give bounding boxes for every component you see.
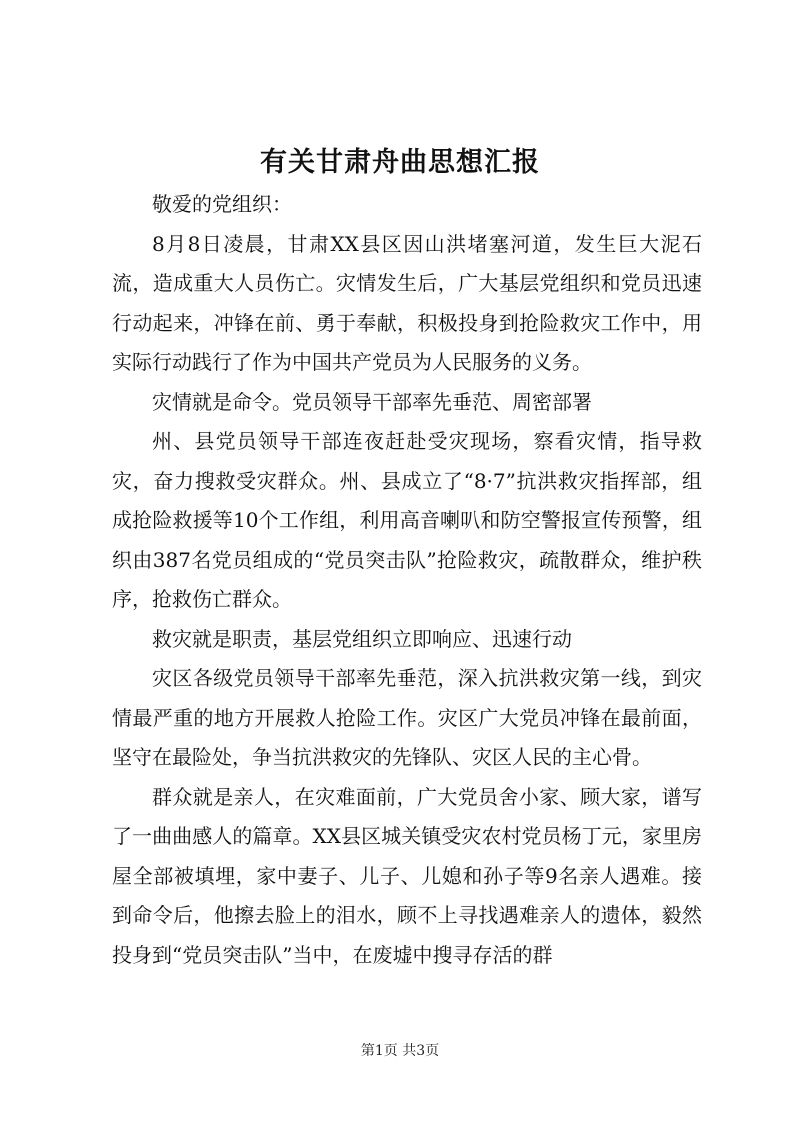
salutation: 敬爱的党组织：: [152, 192, 292, 216]
paragraph-3: 州、县党员领导干部连夜赶赴受灾现场，察看灾情，指导救灾，奋力搜救受灾群众。州、县成立了“8·7”抗洪救灾指挥部，组成抢险救援等10个工作组，利用高音喇叭和防空警报宣传预警，组织由387名党员组成的“党员突击队”抢险救灾，疏散群众，维护秩序，抢救伤亡群众。: [112, 429, 702, 611]
document-title: 有关甘肃舟曲思想汇报: [260, 147, 540, 178]
paragraph-1: 8月8日凌晨，甘肃XX县区因山洪堵塞河道，发生巨大泥石流，造成重大人员伤亡。灾情发生后，广大基层党组织和党员迅速行动起来，冲锋在前、勇于奉献，积极投身到抢险救灾工作中，用实际行动践行了作为中国共产党员为人民服务的义务。: [112, 231, 702, 374]
page-footer: 第1页 共3页: [360, 1043, 440, 1059]
document-body: [112, 185, 702, 975]
paragraph-2-heading: 灾情就是命令。党员领导干部率先垂范、周密部署: [152, 389, 592, 414]
paragraph-4-heading: 救灾就是职责，基层党组织立即响应、迅速行动: [152, 626, 572, 651]
paragraph-5: 灾区各级党员领导干部率先垂范，深入抗洪救灾第一线，到灾情最严重的地方开展救人抢险工作。灾区广大党员冲锋在最前面，坚守在最险处，争当抗洪救灾的先锋队、灾区人民的主心骨。: [112, 666, 702, 769]
paragraph-6: 群众就是亲人，在灾难面前，广大党员舍小家、顾大家，谱写了一曲曲感人的篇章。XX县区城关镇受灾农村党员杨丁元，家里房屋全部被填埋，家中妻子、儿子、儿媳和孙子等9名亲人遇难。接到命令后，他擦去脸上的泪水，顾不上寻找遇难亲人的遗体，毅然投身到“党员突击队”当中，在废墟中搜寻存活的群: [112, 784, 702, 967]
